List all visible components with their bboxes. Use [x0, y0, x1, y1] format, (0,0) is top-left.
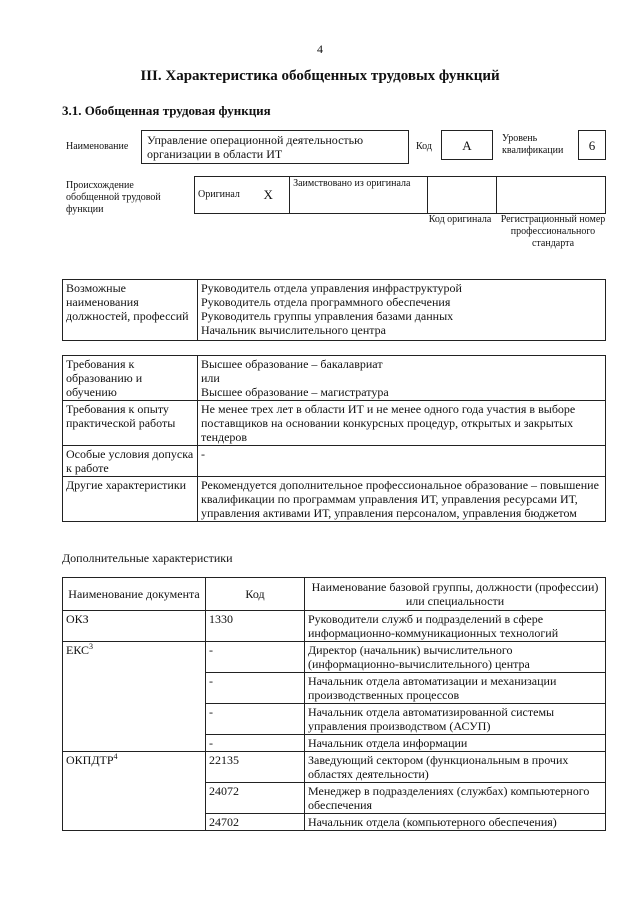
additional-title: Дополнительные характеристики	[62, 551, 233, 565]
group-name-cell: Директор (начальник) вычислительного (информационно-вычислительного) центра	[305, 642, 606, 673]
position-item: Руководитель отдела управления инфраструктурой	[201, 281, 462, 295]
code-cell: 24072	[206, 783, 305, 814]
header-group-name: Наименование базовой группы, должности (профессии) или специальности	[305, 578, 606, 611]
subsection-title: 3.1. Обобщенная трудовая функция	[62, 103, 271, 118]
group-name-cell: Начальник отдела автоматизированной системы управления производством (АСУП)	[305, 704, 606, 735]
origin-label: Происхождение обобщенной трудовой функции	[66, 180, 161, 215]
section-title: III. Характеристика обобщенных трудовых функций	[140, 68, 500, 84]
doc-cell	[63, 611, 206, 642]
education-line: или	[201, 371, 220, 385]
group-name-cell: Начальник отдела (компьютерного обеспечения)	[305, 814, 606, 831]
level-label: Уровень квалификации	[502, 133, 564, 156]
level-box	[578, 130, 606, 160]
education-value	[198, 356, 606, 401]
code-cell: 24702	[206, 814, 305, 831]
doc-name: ЕКС	[66, 643, 90, 657]
level-value: 6	[588, 138, 596, 153]
table-row	[63, 642, 606, 673]
doc-cell	[63, 752, 206, 831]
experience-value: Не менее трех лет в области ИТ и не менее одного года участия в выборе поставщиков на основании конкурсных процедур, открытых и закрытых тендеров	[198, 401, 606, 446]
special-conditions-label: Особые условия допуска к работе	[63, 446, 198, 477]
code-cell: -	[206, 673, 305, 704]
positions-table	[62, 279, 606, 341]
group-name-cell: Руководители служб и подразделений в сфере информационно-коммуникационных технологий	[305, 611, 606, 642]
other-characteristics-label: Другие характеристики	[63, 477, 198, 522]
original-mark: X	[260, 177, 289, 214]
header-document: Наименование документа	[63, 578, 206, 611]
code-original-label: Код оригинала	[428, 214, 492, 225]
requirements-table	[62, 355, 606, 522]
code-cell: 1330	[206, 611, 305, 642]
additional-table	[62, 577, 606, 831]
code-cell: -	[206, 735, 305, 752]
education-line: Высшее образование – бакалавриат	[201, 357, 383, 371]
position-item: Начальник вычислительного центра	[201, 323, 386, 337]
group-name-cell: Начальник отдела автоматизации и механизации производственных процессов	[305, 673, 606, 704]
table-row	[63, 752, 606, 783]
position-item: Руководитель отдела программного обеспечения	[201, 295, 451, 309]
code-label: Код	[416, 141, 432, 152]
borrowed-label: Заимствовано из оригинала	[290, 177, 428, 214]
doc-name: ОКПДТР	[66, 753, 114, 767]
group-name-cell: Начальник отдела информации	[305, 735, 606, 752]
group-name-cell: Менеджер в подразделениях (службах) компьютерного обеспечения	[305, 783, 606, 814]
code-cell: 22135	[206, 752, 305, 783]
origin-table	[194, 176, 606, 214]
function-name-box	[141, 130, 409, 164]
code-value: A	[462, 138, 472, 153]
doc-cell	[63, 642, 206, 752]
footnote-ref: 3	[89, 642, 94, 651]
other-characteristics-value: Рекомендуется дополнительное профессиональное образование – повышение квалификации по программам управления ИТ, управления ресурсами ИТ, управления активами ИТ, управления персоналом, управления бюджетом	[198, 477, 606, 522]
code-box	[441, 130, 493, 160]
function-name-value: Управление операционной деятельностью организации в области ИТ	[147, 133, 364, 161]
name-label: Наименование	[66, 141, 129, 152]
experience-label: Требования к опыту практической работы	[63, 401, 198, 446]
positions-label: Возможные наименования должностей, профессий	[63, 280, 198, 341]
code-cell: -	[206, 704, 305, 735]
education-label: Требования к образованию и обучению	[63, 356, 198, 401]
special-conditions-value: -	[198, 446, 606, 477]
original-label: Оригинал	[195, 177, 261, 214]
education-line: Высшее образование – магистратура	[201, 385, 389, 399]
reg-number-label: Регистрационный номер профессионального стандарта	[500, 214, 606, 249]
footnote-ref: 4	[113, 752, 118, 761]
group-name-cell: Заведующий сектором (функциональным в прочих областях деятельности)	[305, 752, 606, 783]
position-item: Руководитель группы управления базами данных	[201, 309, 454, 323]
header-code: Код	[206, 578, 305, 611]
code-original-cell	[428, 177, 497, 214]
reg-number-cell	[496, 177, 605, 214]
positions-list	[198, 280, 606, 341]
doc-name: ОКЗ	[66, 612, 89, 626]
code-cell: -	[206, 642, 305, 673]
table-row	[63, 611, 606, 642]
page-number: 4	[317, 42, 323, 56]
